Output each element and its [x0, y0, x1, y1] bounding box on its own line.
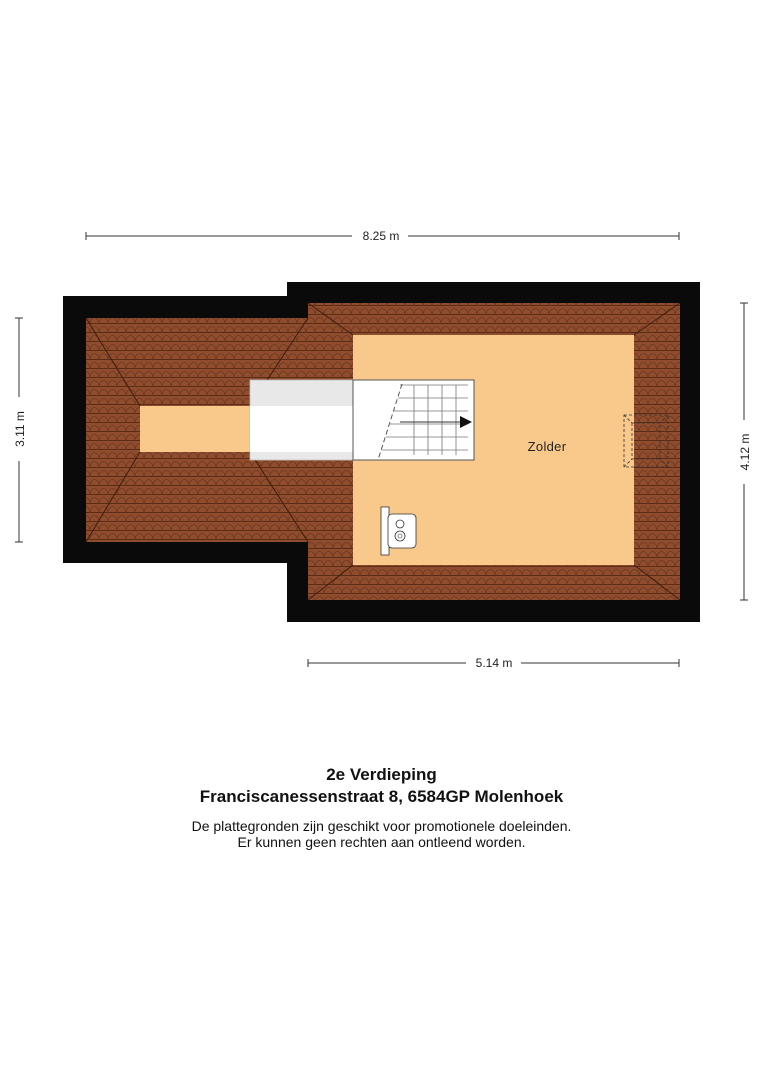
staircase	[250, 380, 474, 460]
floor-title: 2e Verdieping	[326, 765, 437, 784]
property-address: Franciscanessenstraat 8, 6584GP Molenhoek	[199, 787, 564, 806]
dimension-label-total-width: 8.25 m	[362, 229, 400, 243]
disclaimer-line-2: Er kunnen geen rechten aan ontleend worden.	[237, 834, 526, 850]
dimension-label-left-height: 3.11 m	[13, 411, 27, 447]
dimension-total-width	[86, 229, 679, 243]
dimension-label-right-height: 4.12 m	[738, 433, 752, 471]
dimension-label-bottom-width: 5.14 m	[475, 656, 513, 670]
disclaimer	[0, 818, 763, 850]
stair-opening	[250, 406, 353, 452]
dimension-bottom-width	[308, 656, 679, 670]
dimension-right-height	[738, 303, 752, 600]
room-label-zolder: Zolder	[527, 439, 567, 454]
boiler-icon	[381, 507, 416, 555]
disclaimer-line-1: De plattegronden zijn geschikt voor promotionele doeleinden.	[191, 818, 572, 834]
dimension-left-height	[13, 318, 27, 542]
